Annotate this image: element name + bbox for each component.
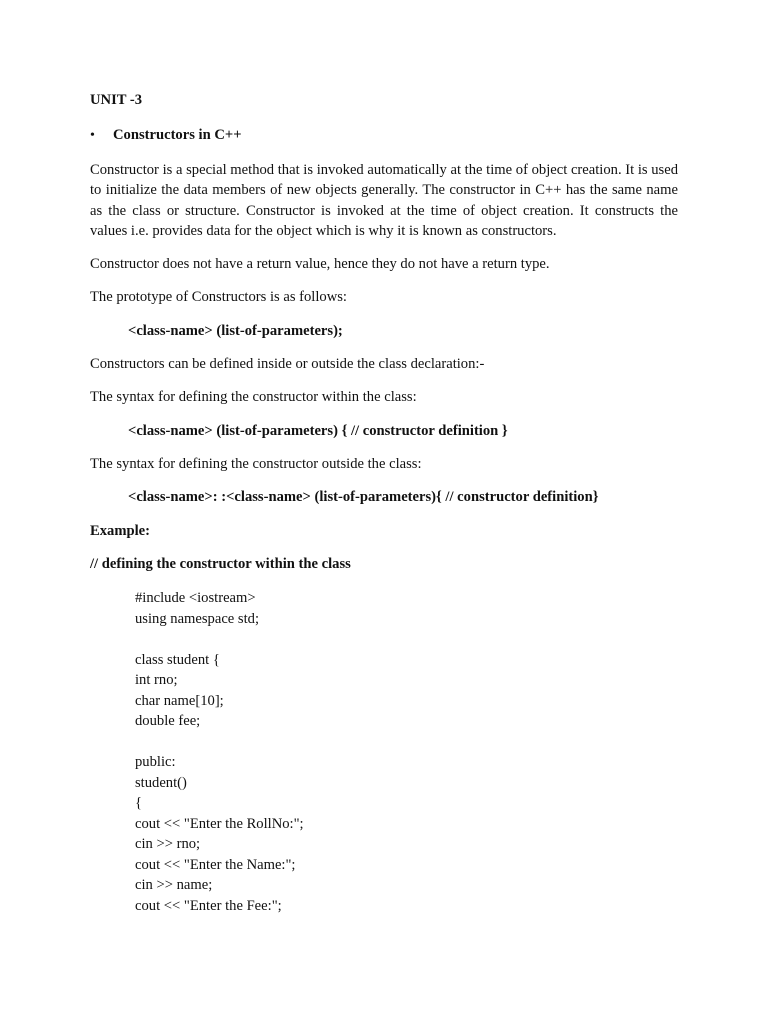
code-line: student() <box>135 774 187 791</box>
code-line: class student { <box>135 651 220 668</box>
section-title: Constructors in C++ <box>113 127 242 143</box>
code-line: cout << "Enter the Fee:"; <box>135 897 282 914</box>
code-line: using namespace std; <box>135 610 260 627</box>
prototype-intro: The prototype of Constructors is as follows: <box>90 289 347 305</box>
defined-where-text: Constructors can be defined inside or outside the class declaration:- <box>90 356 485 372</box>
inside-syntax: <class-name> (list-of-parameters) { // constructor definition } <box>128 423 508 439</box>
prototype-syntax: <class-name> (list-of-parameters); <box>128 323 343 339</box>
code-line: #include <iostream> <box>135 590 256 606</box>
example-label: Example: <box>90 523 150 539</box>
bullet-icon: • <box>90 128 95 143</box>
code-line: cout << "Enter the Name:"; <box>135 856 296 873</box>
code-line: double fee; <box>135 713 201 729</box>
code-line: public: <box>135 754 176 770</box>
return-paragraph: Constructor does not have a return value, hence they do not have a return type. <box>90 256 550 272</box>
code-line: int rno; <box>135 672 178 688</box>
code-line: { <box>135 795 143 811</box>
code-line: cout << "Enter the RollNo:"; <box>135 815 304 832</box>
outside-syntax-intro: The syntax for defining the constructor outside the class: <box>90 456 422 472</box>
example-comment: // defining the constructor within the class <box>90 556 351 572</box>
outside-syntax: <class-name>: :<class-name> (list-of-parameters){ // constructor definition} <box>128 489 599 505</box>
unit-heading: UNIT -3 <box>90 92 143 108</box>
code-line: cin >> rno; <box>135 836 201 852</box>
code-line: cin >> name; <box>135 877 213 893</box>
intro-paragraph: Constructor is a special method that is invoked automatically at the time of object creation. It is used to initialize the data members of new objects generally. The constructor in C++ has the same name as the class or structure. Constructor is invoked at the time of object creation. It constructs the values i.e. provides data for the object which is why it is known as constructors. <box>90 162 678 239</box>
inside-syntax-intro: The syntax for defining the constructor within the class: <box>90 389 417 405</box>
code-line: char name[10]; <box>135 692 224 709</box>
